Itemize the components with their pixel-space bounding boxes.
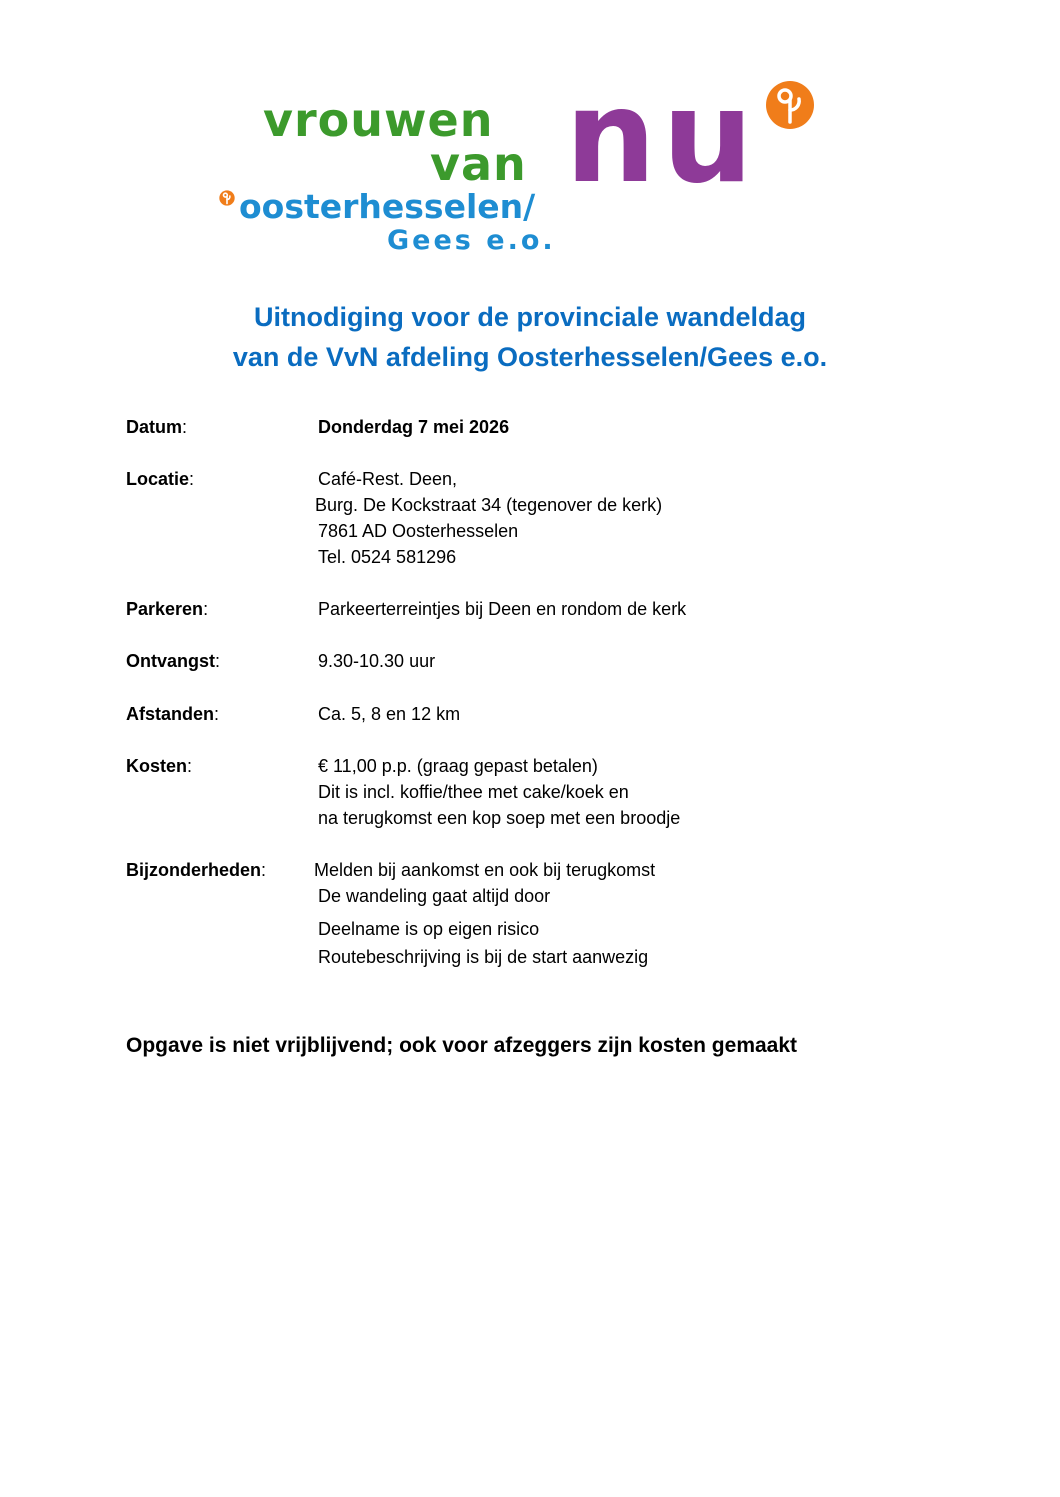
datum-value: Donderdag 7 mei 2026 bbox=[318, 417, 510, 437]
logo-word-nu: nu bbox=[565, 63, 760, 212]
locatie-line-2: Burg. De Kockstraat 34 (tegenover de kerk) bbox=[315, 495, 663, 515]
logo-word-oosterhesselen: oosterhesselen/ bbox=[239, 187, 536, 226]
locatie-label: Locatie: bbox=[126, 469, 195, 489]
bijzonderheden-line-4: Routebeschrijving is bij de start aanwezig bbox=[318, 947, 649, 967]
vrouwen-van-nu-logo bbox=[215, 63, 820, 260]
flower-logo-icon bbox=[765, 80, 815, 130]
ontvangst-label: Ontvangst: bbox=[126, 651, 221, 671]
page-title-line-2: van de VvN afdeling Oosterhesselen/Gees e.o. bbox=[232, 342, 828, 372]
flower-small-icon bbox=[219, 190, 235, 206]
parkeren-label: Parkeren: bbox=[126, 599, 209, 619]
page-title-line-1: Uitnodiging voor de provinciale wandeldag bbox=[253, 302, 807, 332]
parkeren-value: Parkeerterreintjes bij Deen en rondom de kerk bbox=[318, 599, 687, 619]
afstanden-label: Afstanden: bbox=[126, 704, 220, 724]
bijzonderheden-line-2: De wandeling gaat altijd door bbox=[318, 886, 551, 906]
datum-label: Datum: bbox=[126, 417, 188, 437]
logo-word-van: van bbox=[430, 137, 527, 191]
ontvangst-value: 9.30-10.30 uur bbox=[318, 651, 436, 671]
footer-notice: Opgave is niet vrijblijvend; ook voor afzeggers zijn kosten gemaakt bbox=[126, 1034, 798, 1057]
bijzonderheden-line-1: Melden bij aankomst en ook bij terugkomst bbox=[314, 860, 656, 880]
logo-word-vrouwen: vrouwen bbox=[263, 93, 494, 147]
kosten-line-3: na terugkomst een kop soep met een broodje bbox=[318, 808, 681, 828]
locatie-line-1: Café-Rest. Deen, bbox=[318, 469, 458, 489]
bijzonderheden-label: Bijzonderheden: bbox=[126, 860, 267, 880]
locatie-line-4: Tel. 0524 581296 bbox=[318, 547, 457, 567]
kosten-line-1: € 11,00 p.p. (graag gepast betalen) bbox=[318, 756, 598, 776]
logo-word-gees: Gees e.o. bbox=[387, 225, 556, 256]
bijzonderheden-line-3: Deelname is op eigen risico bbox=[318, 919, 540, 939]
afstanden-value: Ca. 5, 8 en 12 km bbox=[318, 704, 461, 724]
kosten-line-2: Dit is incl. koffie/thee met cake/koek en bbox=[318, 782, 629, 802]
locatie-line-3: 7861 AD Oosterhesselen bbox=[318, 521, 519, 541]
kosten-label: Kosten: bbox=[126, 756, 193, 776]
